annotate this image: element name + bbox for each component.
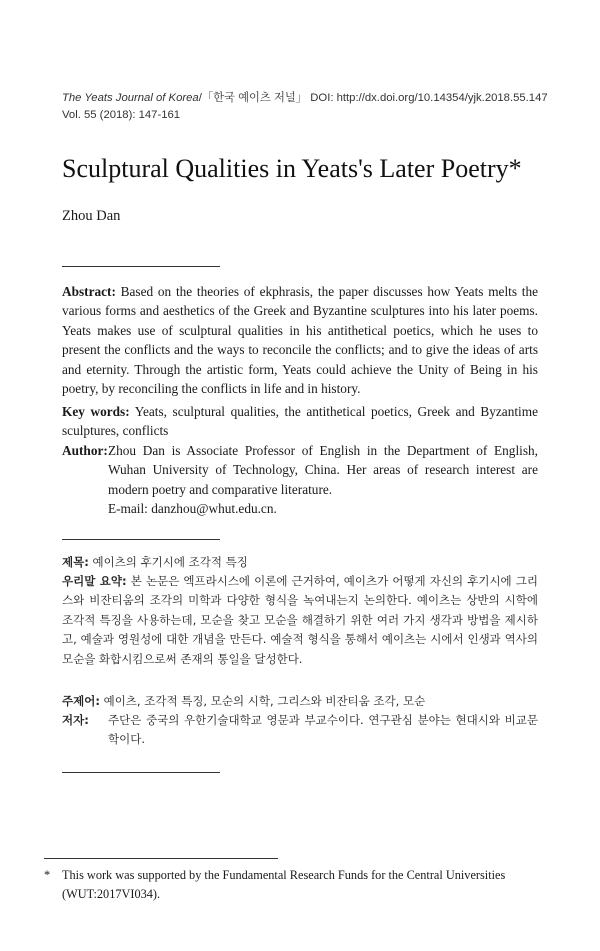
author-email[interactable]: E-mail: danzhou@whut.edu.cn.: [108, 501, 277, 517]
keywords: [62, 402, 538, 441]
korean-keywords-text: 예이츠, 조각적 특징, 모순의 시학, 그리스와 비잔티움 조각, 모순: [99, 694, 426, 708]
korean-author: [62, 711, 538, 750]
korean-title: [62, 553, 538, 572]
journal-name: The Yeats Journal of Korea: [62, 92, 199, 104]
citation-line: [62, 90, 562, 107]
footnote: [44, 866, 554, 903]
korean-summary-label: 우리말 요약:: [62, 574, 127, 588]
journal-header: [62, 90, 562, 124]
korean-title-label: 제목:: [62, 555, 89, 569]
abstract-label: Abstract:: [62, 284, 116, 299]
doi-link[interactable]: DOI: http://dx.doi.org/10.14354/yjk.2018.55.147: [307, 92, 548, 104]
abstract: [62, 282, 538, 398]
divider: [62, 772, 220, 773]
divider: [62, 539, 220, 540]
divider: [62, 266, 220, 267]
author-info-label: Author:: [62, 443, 108, 458]
footnote-mark: *: [44, 868, 51, 882]
keywords-label: Key words:: [62, 404, 130, 419]
author-info: [62, 441, 538, 519]
korean-journal-name: /「한국 예이츠 저널」: [198, 92, 308, 104]
korean-author-label: 저자:: [62, 713, 89, 727]
keywords-text: Yeats, sculptural qualities, the antithetical poetics, Greek and Byzantime sculptures, conflicts: [62, 404, 538, 439]
paper-title: Sculptural Qualities in Yeats's Later Poetry*: [62, 154, 522, 183]
korean-author-text: 주단은 중국의 우한기술대학교 영문과 부교수이다. 연구관심 분야는 현대시와 비교문학이다.: [108, 713, 538, 747]
volume-line: Vol. 55 (2018): 147-161: [62, 109, 181, 121]
author-info-text: Zhou Dan is Associate Professor of English in the Department of English, Wuhan University of Technology, China. Her areas of research interest are modern poetry and comparative literature.: [108, 443, 538, 497]
abstract-text: Based on the theories of ekphrasis, the paper discusses how Yeats melts the various forms and aesthetics of the Greek and Byzantine sculptures into his later poems. Yeats makes use of sculptural qualities in his antithetical poetics, which he uses to present the conflicts and the ways to reconcile the conflicts; and to give the ideas of arts and eternity. Through the artistic form, Yeats could achieve the Unity of Being in his poetry, by reconciling the conflicts in life and in history.: [62, 284, 538, 397]
korean-keywords-label: 주제어:: [62, 694, 100, 708]
footnote-line-2: (WUT:2017VI034).: [62, 886, 161, 901]
footnote-line-1: This work was supported by the Fundamental Research Funds for the Central Universities: [62, 868, 506, 882]
korean-title-text: 예이츠의 후기시에 조각적 특징: [88, 555, 248, 569]
korean-summary: [62, 572, 538, 669]
footnote-divider: [44, 858, 278, 859]
korean-summary-text: 본 논문은 엑프라시스에 이론에 근거하여, 예이츠가 어떻게 자신의 후기시에 그리스와 비잔티움의 조각의 미학과 다양한 형식을 녹여내는지 논의한다. 예이츠는 상반의 시학에 조각적 특징을 사용하는데, 모순을 찾고 모순을 해결하기 위한 여러 가지 생각과 방법을 제시하고, 예술과 영원성에 대한 개념을 만든다. 예술적 형식을 통해서 예이츠는 시에서 인생과 역사의 모순을 화합시킴으로써 존재의 통일을 달성한다.: [62, 574, 538, 666]
author-name: Zhou Dan: [62, 208, 121, 224]
korean-keywords: [62, 692, 538, 711]
